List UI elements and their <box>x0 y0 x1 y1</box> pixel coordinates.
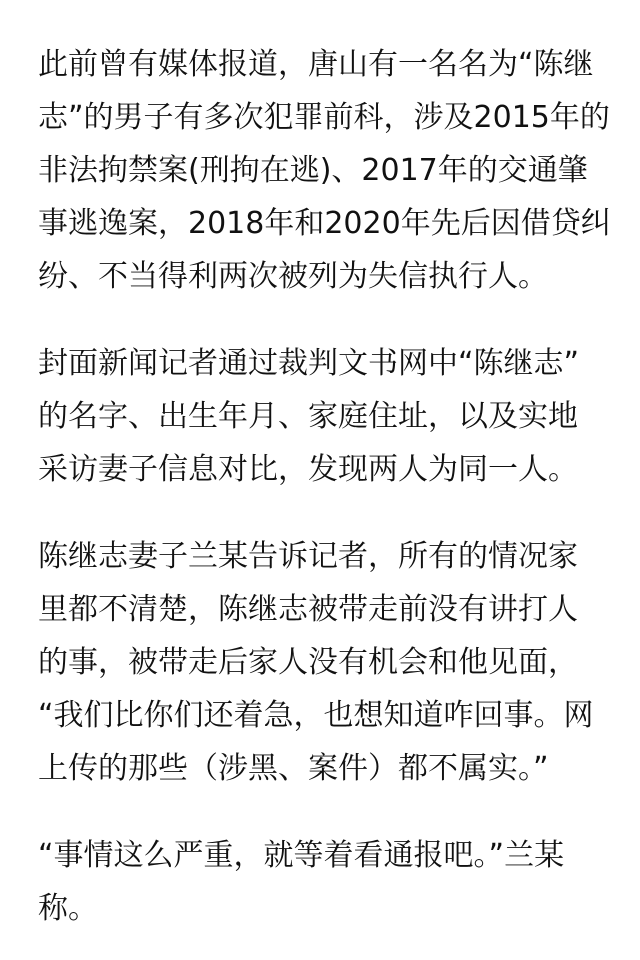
text-line: 采访妻子信息对比，发现两人为同一人。 <box>38 452 578 487</box>
text-line: 事逃逸案，2018年和2020年先后因借贷纠 <box>38 206 611 241</box>
text-line: 的名字、出生年月、家庭住址，以及实地 <box>38 399 578 434</box>
paragraph-4 <box>38 829 604 935</box>
text-line: “我们比你们还着急，也想知道咋回事。网 <box>38 698 594 733</box>
text-line: “事情这么严重，就等着看通报吧。”兰某 <box>38 838 565 873</box>
text-line: 上传的那些（涉黑、案件）都不属实。” <box>38 751 549 786</box>
text-line: 此前曾有媒体报道，唐山有一名名为“陈继 <box>38 47 594 82</box>
paragraph-1 <box>38 38 611 303</box>
paragraph-2 <box>38 337 604 496</box>
text-line: 的事，被带走后家人没有机会和他见面， <box>38 645 578 680</box>
paragraph-3 <box>38 530 604 795</box>
text-line: 里都不清楚，陈继志被带走前没有讲打人 <box>38 592 578 627</box>
text-line: 纷、不当得利两次被列为失信执行人。 <box>38 259 548 294</box>
text-line: 非法拘禁案(刑拘在逃)、2017年的交通肇 <box>38 153 588 188</box>
text-line: 志”的男子有多次犯罪前科，涉及2015年的 <box>38 100 610 135</box>
text-line: 称。 <box>38 891 98 926</box>
text-line: 封面新闻记者通过裁判文书网中“陈继志” <box>38 346 580 381</box>
text-line: 陈继志妻子兰某告诉记者，所有的情况家 <box>38 539 578 574</box>
